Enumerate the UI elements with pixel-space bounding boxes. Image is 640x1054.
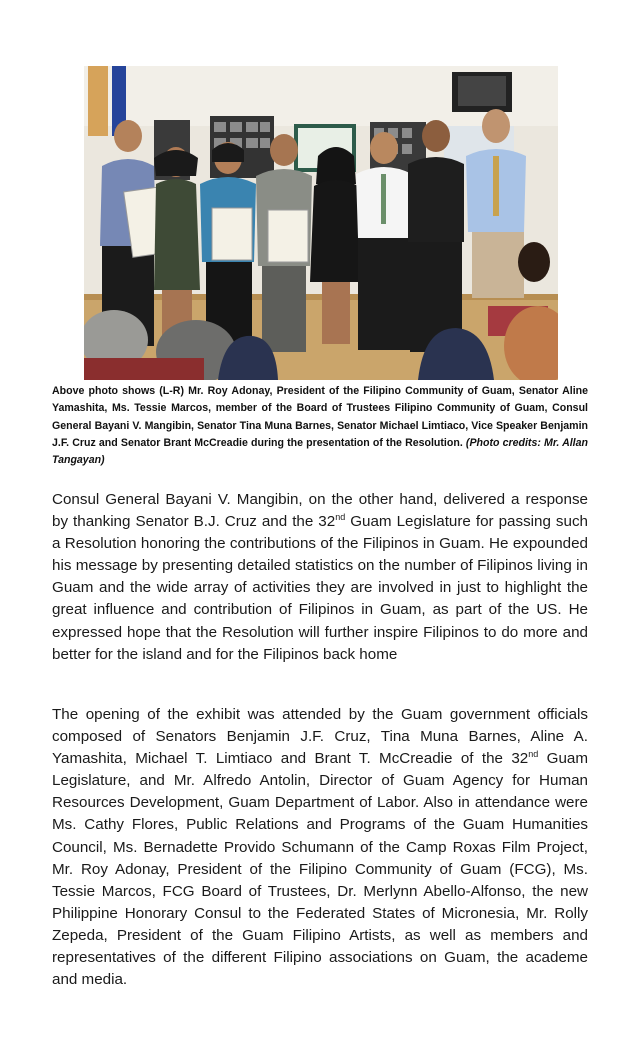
paragraph1-text-b: Guam Legislature for passing such a Resolution honoring the contributions of the Filipinos in Guam. He expounded his message by presenting detailed statistics on the number of Filipinos living in Guam and the wide array of activities they are involved in just to highlight the great influence and contribution of Filipinos in Guam, as part of the US. He expressed hope that the Resolution will further inspire Filipinos to do more and better for the island and for the Filipinos back home: [52, 513, 588, 663]
paragraph2-superscript: nd: [528, 749, 539, 760]
photo-caption: [52, 383, 588, 469]
photo-credit: (Photo credits: Mr. Allan Tangayan): [52, 436, 588, 467]
group-photo: [84, 66, 558, 380]
paragraph-exhibit-attendees: [52, 704, 588, 991]
paragraph2-text-b: Guam Legislature, and Mr. Alfredo Antolin, Director of Guam Agency for Human Resources Development, Guam Department of Labor. Also in attendance were Ms. Cathy Flores, Public Relations and Programs of the Guam Humanities Council, Ms. Bernadette Provido Schumann of the Camp Roxas Film Project, Mr. Roy Adonay, President of the Filipino Community of Guam (FCG), Ms. Tessie Marcos, FCG Board of Trustees, Dr. Merlynn Abello-Alfonso, the new Philippine Honorary Consul to the Federated States of Micronesia, Mr. Rolly Zepeda, President of the Guam Filipino Artists, as well as members and representatives of the different Filipino associations on Guam, the academe and media.: [52, 750, 589, 989]
paragraph2-text-a: The opening of the exhibit was attended by the Guam government officials composed of Senators Benjamin J.F. Cruz, Tina Muna Barnes, Aline A. Yamashita, Michael T. Limtiaco and Brant T. McCreadie of the 32: [52, 706, 588, 768]
caption-text: Above photo shows (L-R) Mr. Roy Adonay, President of the Filipino Community of Guam, Senator Aline Yamashita, Ms. Tessie Marcos, member of the Board of Trustees Filipino Community of Guam, Consul General Bayani V. Mangibin, Senator Tina Muna Barnes, Senator Michael Limtiaco, Vice Speaker Benjamin J.F. Cruz and Senator Brant McCreadie during the presentation of the Resolution.: [52, 385, 588, 449]
paragraph1-text-a: Consul General Bayani V. Mangibin, on the other hand, delivered a response by thanking Senator B.J. Cruz and the 32: [52, 491, 588, 531]
paragraph-consul-response: [52, 489, 588, 666]
paragraph1-superscript: nd: [335, 512, 346, 523]
